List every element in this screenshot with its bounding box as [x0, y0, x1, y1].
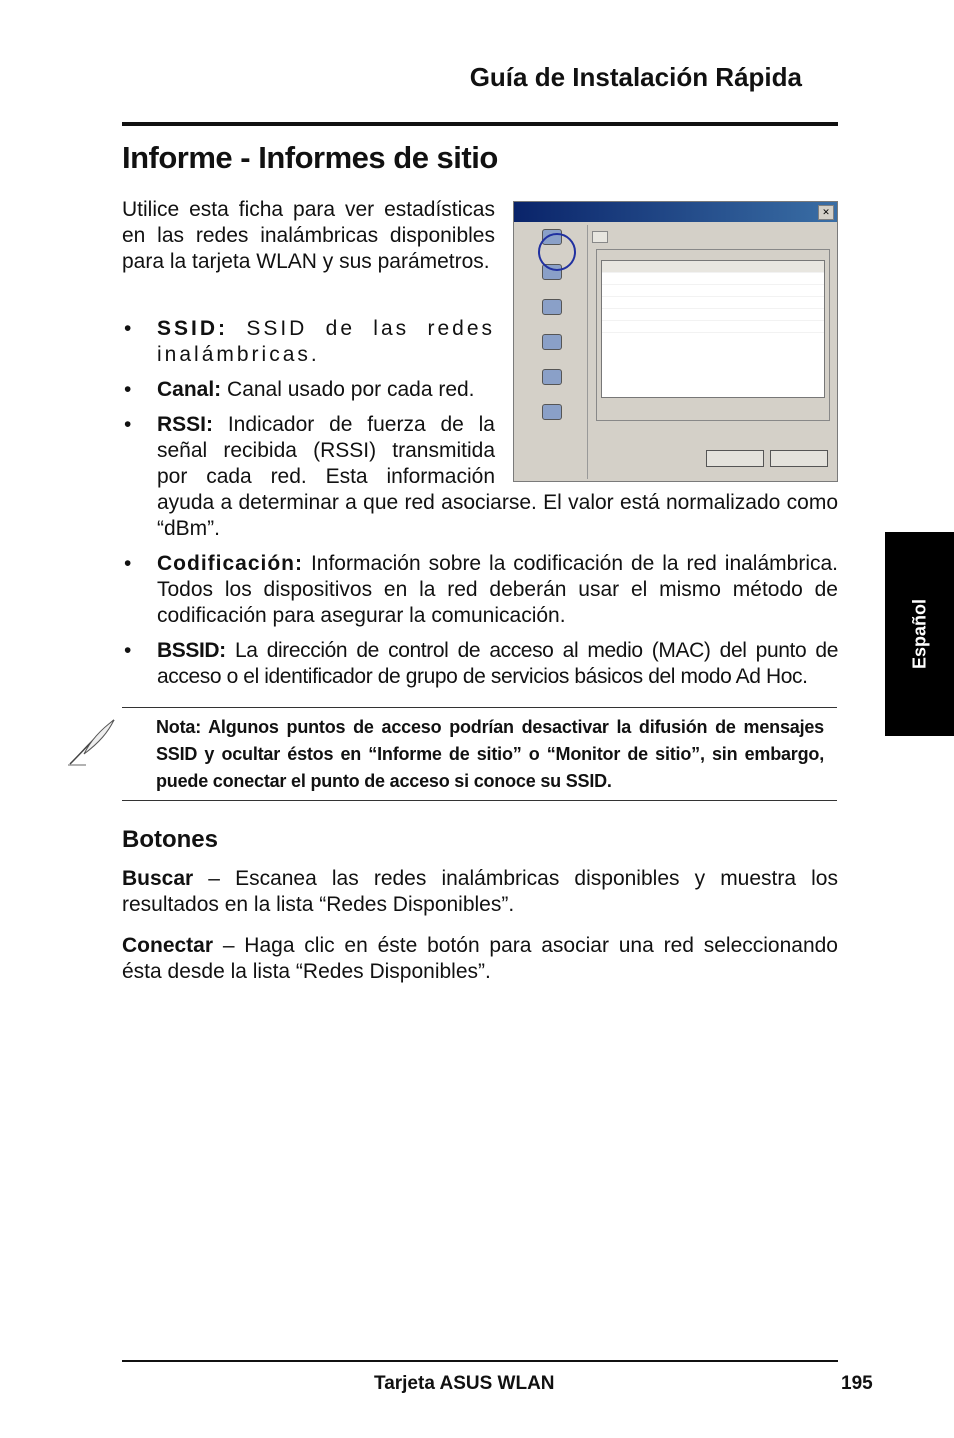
screenshot-titlebar: [514, 202, 837, 222]
conectar-term: Conectar: [122, 934, 214, 957]
note-bottom-rule: [122, 800, 837, 801]
screenshot-list-row: [602, 285, 824, 297]
footer-rule: [122, 1360, 838, 1362]
report-icon: [542, 299, 562, 315]
screenshot-list-row: [602, 297, 824, 309]
close-icon: ✕: [818, 205, 834, 220]
buscar-term: Buscar: [122, 867, 194, 890]
bullet-term: RSSI:: [157, 413, 214, 436]
highlight-circle: [538, 233, 576, 271]
bullet-text: SSID de las redes inalámbricas.: [157, 317, 495, 366]
screenshot-list-row: [602, 273, 824, 285]
bullet-term: Canal:: [157, 378, 222, 401]
language-label: Español: [909, 598, 929, 670]
bullet-dot: •: [124, 413, 132, 436]
screenshot-tab: [592, 231, 608, 243]
list-item: [122, 551, 838, 629]
conectar-paragraph: [122, 933, 838, 985]
conectar-text: – Haga clic en éste botón para asociar una red seleccionando ésta desde la lista “Redes Disponibles”.: [122, 934, 838, 983]
note-text: Nota: Algunos puntos de acceso podrían desactivar la difusión de mensajes SSID y ocultar éstos en “Informe de sitio” o “Monitor de sitio”, sin embargo, puede conectar el punto de acceso si conoce su SSID.: [156, 717, 824, 791]
intro-paragraph: Utilice esta ficha para ver estadísticas en las redes inalámbricas disponibles para la tarjeta WLAN y sus parámetros.: [122, 198, 495, 273]
running-header: Guía de Instalación Rápida: [469, 62, 802, 92]
list-item: [122, 316, 838, 368]
note-pen-icon: [64, 716, 120, 768]
page-title: Informe - Informes de sitio: [122, 140, 498, 175]
bullet-term: BSSID:: [157, 639, 226, 662]
screenshot-list-header: [602, 261, 824, 273]
bullet-dot: •: [124, 378, 132, 401]
bullet-dot: •: [124, 552, 133, 575]
header-rule: [122, 122, 838, 126]
bullet-text: Indicador de fuerza de la señal recibida (RSSI) transmitida por cada red. Esta información ayuda a determinar a que red asociarse. El valor está normalizado como “dBm”.: [157, 413, 838, 540]
list-item: [122, 412, 838, 542]
field-list: [122, 316, 838, 699]
list-item: [122, 377, 838, 403]
note-top-rule: [122, 707, 837, 708]
bullet-text: La dirección de control de acceso al medio (MAC) del punto de acceso o el identificador de grupo de servicios básicos del modo Ad Hoc.: [157, 639, 838, 688]
footer-title: Tarjeta ASUS WLAN: [374, 1373, 555, 1394]
list-item: [122, 638, 838, 690]
buscar-text: – Escanea las redes inalámbricas disponibles y muestra los resultados en la lista “Redes Disponibles”.: [122, 867, 838, 916]
bullet-dot: •: [124, 317, 132, 340]
bullet-term: SSID:: [157, 317, 229, 340]
bullet-text: Canal usado por cada red.: [221, 378, 475, 401]
bullet-dot: •: [124, 639, 131, 662]
buscar-paragraph: [122, 866, 838, 918]
bullet-text: Información sobre la codificación de la red inalámbrica. Todos los dispositivos en la red deberán usar el mismo método de codificación para asegurar la comunicación.: [157, 552, 838, 627]
language-side-tab: [885, 532, 954, 736]
page-number: 195: [841, 1373, 873, 1394]
buttons-heading: Botones: [122, 826, 218, 853]
bullet-term: Codificación:: [157, 552, 304, 575]
